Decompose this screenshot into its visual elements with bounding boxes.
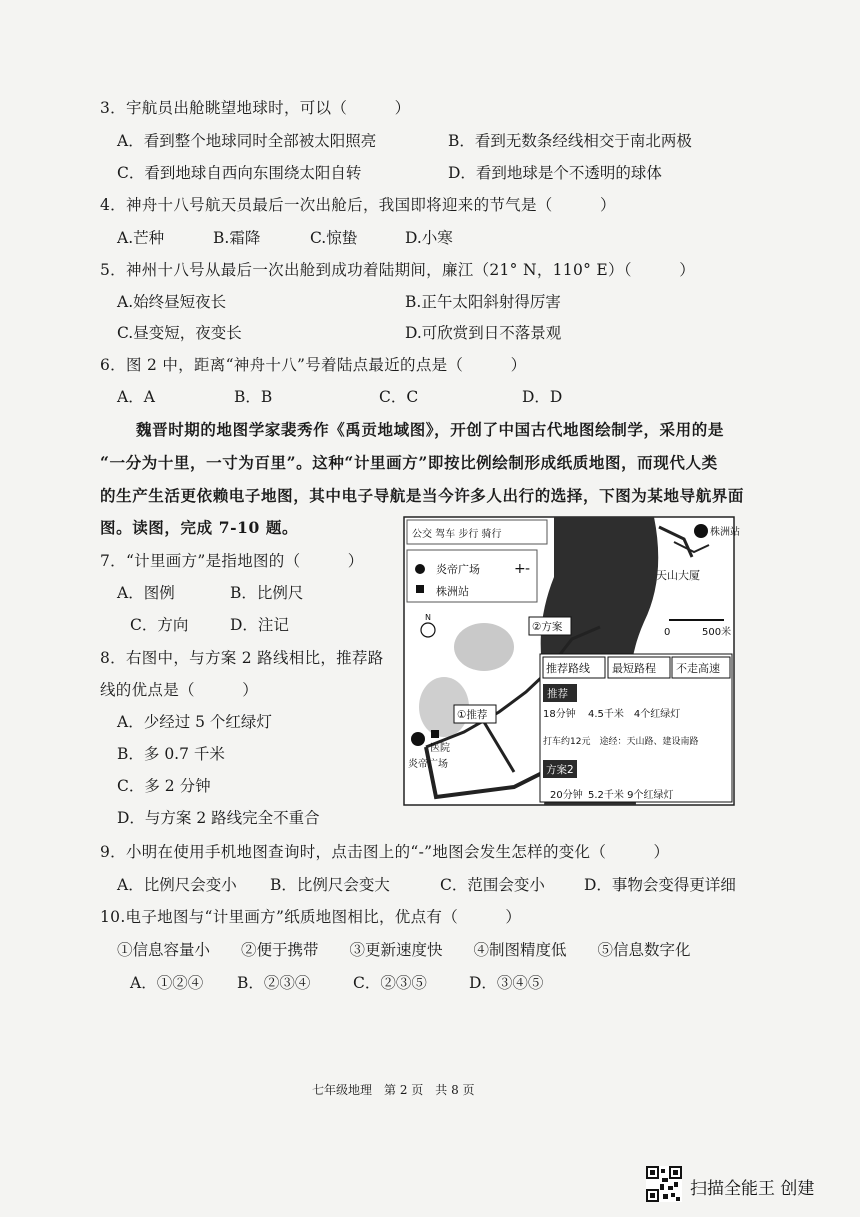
q5-option-d: D.可欣赏到日不落景观: [405, 324, 562, 342]
q8-option-a: A．少经过 5 个红绿灯: [117, 713, 272, 731]
page-footer: 七年级地理 第 2 页 共 8 页: [312, 1083, 475, 1097]
q5-option-c: C.昼变短，夜变长: [117, 324, 242, 342]
q3-option-d: D．看到地球是个不透明的球体: [448, 164, 662, 182]
scale-500: 500米: [702, 627, 732, 638]
q6-option-d: D．D: [522, 388, 563, 406]
plan2-tag: 方案2: [546, 764, 574, 776]
end-square-icon: [416, 585, 424, 593]
passage-line-4: 图。读图，完成 7-10 题。: [100, 518, 299, 537]
q7-option-a: A．图例: [117, 584, 175, 602]
passage-line-1: 魏晋时期的地图学家裴秀作《禹贡地域图》，开创了中国古代地图绘制学，采用的是: [136, 420, 724, 439]
start-map-pin-icon: [411, 732, 425, 746]
tab-recommended[interactable]: 推荐路线: [546, 662, 590, 675]
plan2-map-marker[interactable]: ②方案: [532, 621, 563, 633]
q4-stem: 4．神舟十八号航天员最后一次出舱后，我国即将迎来的节气是（ ）: [100, 196, 616, 214]
q9-option-c: C．范围会变小: [440, 876, 545, 894]
q10-stem: 10.电子地图与“计里画方”纸质地图相比，优点有（ ）: [100, 908, 522, 926]
q6-option-c: C．C: [379, 388, 419, 406]
q8-option-c: C．多 2 分钟: [117, 777, 211, 795]
q10-option-b: B．②③④: [237, 974, 311, 992]
hospital-label: 医院: [430, 743, 450, 754]
q7-option-c: C．方向: [130, 616, 189, 634]
q9-option-a: A．比例尺会变小: [117, 876, 237, 894]
q6-option-a: A．A: [117, 388, 155, 406]
tab-no-highway[interactable]: 不走高速: [676, 662, 720, 675]
end-pin-icon: [694, 524, 708, 538]
q6-option-b: B．B: [234, 388, 273, 406]
plan2-detail: 5.2千米 9个红绿灯: [588, 790, 674, 801]
q5-stem: 5．神州十八号从最后一次出舱到成功着陆期间，廉江（21° N，110° E）（ ）: [100, 261, 696, 279]
passage-line-2: “一分为十里，一寸为百里”。这种“计里画方”即按比例绘制形成纸质地图，而现代人类: [100, 453, 718, 472]
q4-option-b: B.霜降: [213, 229, 261, 247]
building-label: 天山大厦: [656, 569, 700, 582]
end-station-label: 株洲站: [710, 527, 740, 538]
q8-option-d: D．与方案 2 路线完全不重合: [117, 809, 320, 827]
q8-option-b: B．多 0.7 千米: [117, 745, 225, 763]
q7-stem: 7．“计里画方”是指地图的（ ）: [100, 552, 364, 570]
q3-option-c: C．看到地球自西向东围绕太阳自转: [117, 164, 362, 182]
q7-option-b: B．比例尺: [230, 584, 304, 602]
north-label: N: [425, 613, 431, 622]
start-map-label: 炎帝广场: [408, 759, 448, 770]
q9-stem: 9．小明在使用手机地图查询时，点击图上的“-”地图会发生怎样的变化（ ）: [100, 843, 670, 861]
q7-option-d: D．注记: [230, 616, 289, 634]
q10-option-a: A．①②④: [130, 974, 204, 992]
plan1-map-marker[interactable]: ①推荐: [457, 709, 488, 721]
q9-option-b: B．比例尺会变大: [270, 876, 390, 894]
q3-option-b: B．看到无数条经线相交于南北两极: [448, 132, 692, 150]
q10-items: ①信息容量小 ②便于携带 ③更新速度快 ④制图精度低 ⑤信息数字化: [117, 941, 691, 959]
recommend-detail: 4.5千米 4个红绿灯: [588, 709, 681, 720]
q8-stem-line-1: 8．右图中，与方案 2 路线相比，推荐路: [100, 649, 384, 667]
q8-stem-line-2: 线的优点是（ ）: [100, 681, 259, 699]
mode-tabs[interactable]: 公交 驾车 步行 骑行: [412, 529, 502, 540]
zoom-out-button[interactable]: -: [525, 561, 531, 577]
start-input[interactable]: 炎帝广场: [436, 563, 480, 576]
scanner-brand-text: 扫描全能王 创建: [690, 1179, 815, 1199]
start-pin-icon: [415, 564, 425, 574]
q6-stem: 6．图 2 中，距离“神舟十八”号着陆点最近的点是（ ）: [100, 356, 527, 374]
q3-option-a: A．看到整个地球同时全部被太阳照亮: [117, 132, 377, 150]
hospital-icon: [431, 730, 439, 738]
scale-zero: 0: [664, 627, 671, 638]
q5-option-a: A.始终昼短夜长: [117, 293, 227, 311]
q10-option-c: C．②③⑤: [353, 974, 427, 992]
q9-option-d: D．事物会变得更详细: [584, 876, 736, 894]
q4-option-d: D.小寒: [405, 229, 453, 247]
q4-option-c: C.惊蛰: [310, 229, 358, 247]
taxi-info: 打车约12元 途经：天山路、建设南路: [543, 737, 699, 747]
qr-code-icon: [646, 1166, 682, 1202]
q10-option-d: D．③④⑤: [469, 974, 544, 992]
recommend-tag: 推荐: [547, 688, 568, 700]
tab-shortest[interactable]: 最短路程: [612, 662, 656, 675]
passage-line-3: 的生产生活更依赖电子地图，其中电子导航是当今许多人出行的选择，下图为某地导航界面: [100, 486, 745, 505]
plan2-time: 20分钟: [550, 790, 583, 801]
end-input[interactable]: 株洲站: [436, 585, 469, 598]
navigation-map-figure: [404, 517, 740, 805]
q4-option-a: A.芒种: [117, 229, 165, 247]
q3-stem: 3．宇航员出舱眺望地球时，可以（ ）: [100, 99, 411, 117]
q5-option-b: B.正午太阳斜射得厉害: [405, 293, 561, 311]
zoom-in-button[interactable]: +: [514, 561, 526, 577]
recommend-time: 18分钟: [543, 709, 576, 720]
